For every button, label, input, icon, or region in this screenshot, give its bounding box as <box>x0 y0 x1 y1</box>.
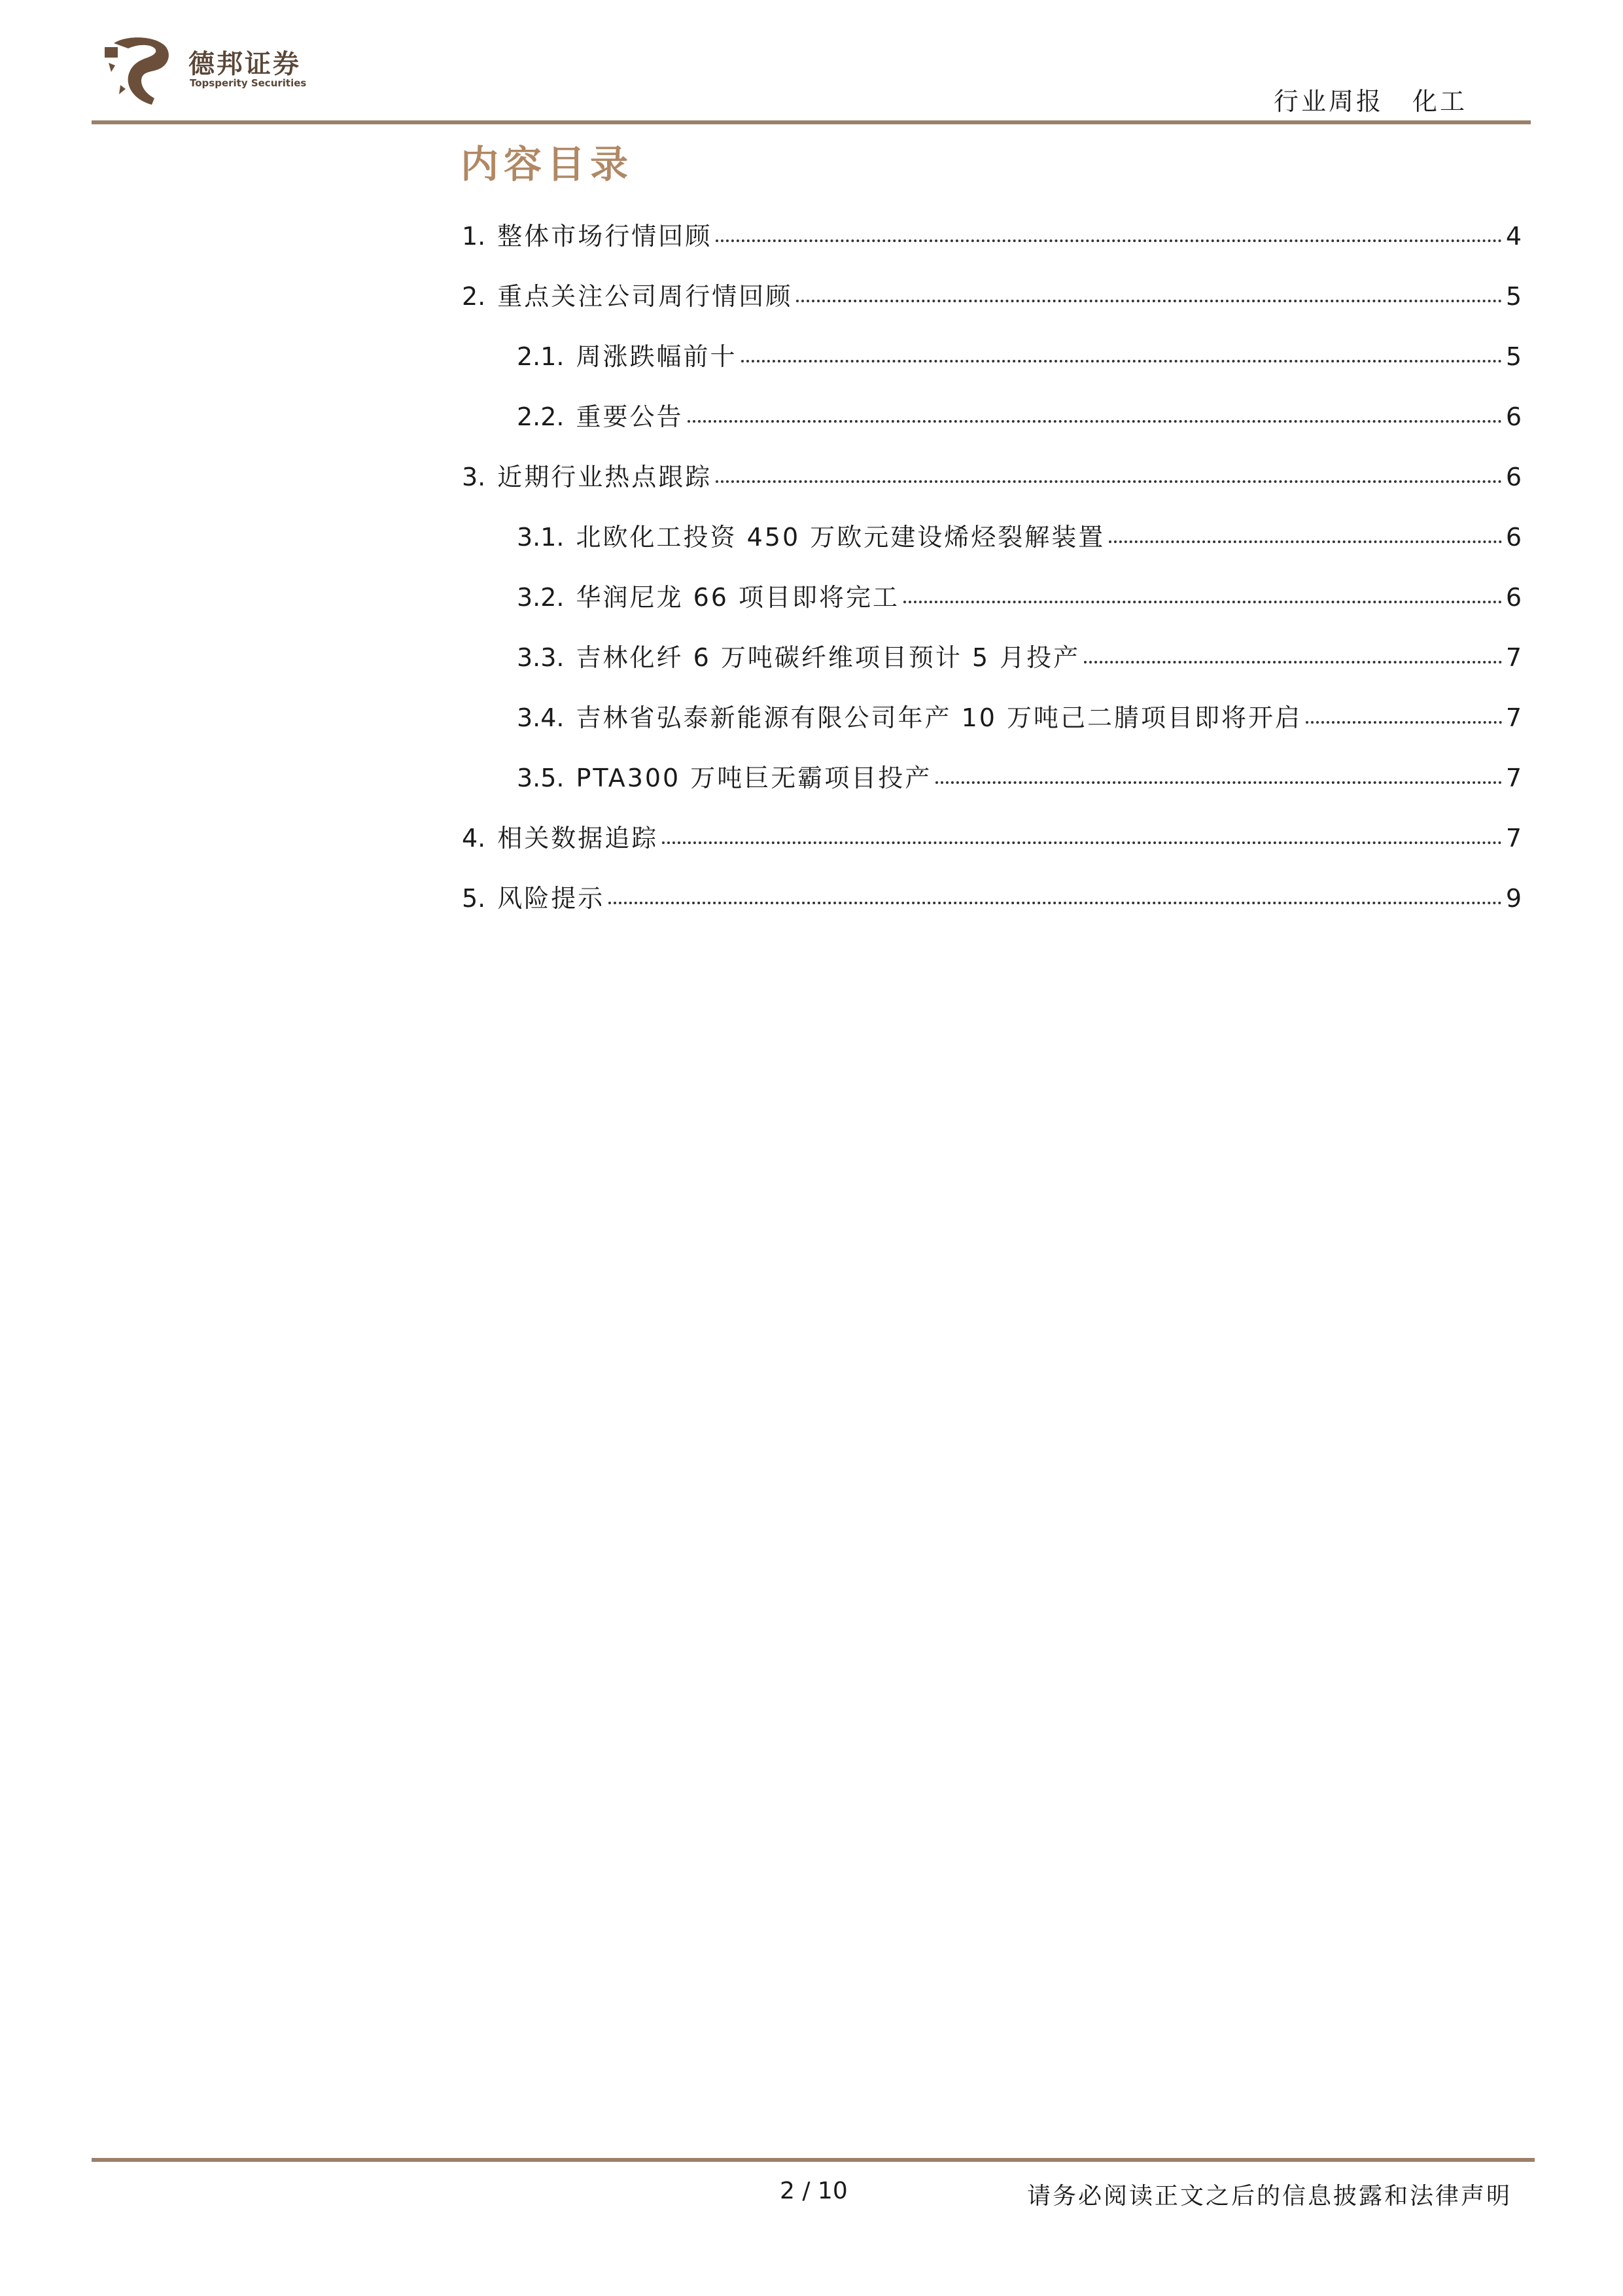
toc-entry[interactable] <box>462 818 1522 878</box>
toc-entry-number: 2.1. <box>517 342 565 371</box>
toc-entry-page: 7 <box>1505 703 1522 732</box>
toc-entry[interactable] <box>462 698 1522 758</box>
toc-entry[interactable] <box>462 577 1522 637</box>
toc-leader-dots <box>741 360 1502 362</box>
toc-leader-dots <box>903 601 1502 603</box>
toc-entry-title[interactable]: 整体市场行情回顾 <box>497 222 712 251</box>
toc-entry-title[interactable]: PTA300 万吨巨无霸项目投产 <box>576 764 932 792</box>
toc-title: 内容目录 <box>461 142 634 186</box>
toc-leader-dots <box>935 781 1502 784</box>
toc-entry[interactable] <box>462 216 1522 276</box>
logo-company-name-cn: 德邦证券 <box>188 49 301 79</box>
toc-entry[interactable] <box>462 758 1522 818</box>
toc-entry-page: 5 <box>1505 342 1522 371</box>
report-category <box>1274 81 1467 117</box>
toc-entry-number: 3.1. <box>517 523 565 552</box>
toc-entry-page: 9 <box>1505 884 1522 913</box>
toc-entry-title[interactable]: 重点关注公司周行情回顾 <box>497 282 793 311</box>
toc-entry-title[interactable]: 风险提示 <box>497 884 605 913</box>
toc-leader-dots <box>1306 721 1502 724</box>
toc-entry-page: 6 <box>1505 583 1522 612</box>
report-type-label: 行业周报 <box>1273 87 1384 116</box>
logo-mark-icon <box>92 34 177 107</box>
page-indicator: 2 / 10 <box>780 2178 848 2204</box>
toc-entry-number: 2. <box>462 282 486 311</box>
toc-entry-number: 1. <box>462 222 486 251</box>
toc-leader-dots <box>688 420 1502 423</box>
toc-entry-page: 6 <box>1505 402 1522 431</box>
toc-entry-title[interactable]: 重要公告 <box>576 402 684 431</box>
company-logo <box>92 34 314 107</box>
toc-entry-number: 3.5. <box>517 764 565 792</box>
toc-entry-number: 2.2. <box>517 402 565 431</box>
toc-entry-number: 4. <box>462 824 486 853</box>
header-divider <box>92 120 1531 124</box>
toc-list <box>462 216 1522 938</box>
toc-leader-dots <box>1109 540 1502 543</box>
toc-entry-title[interactable]: 北欧化工投资 450 万欧元建设烯烃裂解装置 <box>576 523 1106 552</box>
toc-entry-page: 5 <box>1505 282 1522 311</box>
toc-entry[interactable] <box>462 397 1522 457</box>
toc-entry-title[interactable]: 吉林化纤 6 万吨碳纤维项目预计 5 月投产 <box>576 643 1081 672</box>
toc-entry-number: 3. <box>462 463 486 491</box>
toc-entry-title[interactable]: 周涨跌幅前十 <box>576 342 737 371</box>
toc-entry-number: 3.4. <box>517 703 565 732</box>
toc-leader-dots <box>662 841 1502 844</box>
footer-divider <box>92 2158 1535 2162</box>
toc-entry-number: 5. <box>462 884 486 913</box>
sector-label: 化工 <box>1412 87 1467 116</box>
toc-leader-dots <box>716 480 1502 483</box>
toc-entry-page: 6 <box>1505 463 1522 491</box>
toc-entry[interactable] <box>462 637 1522 698</box>
toc-entry-page: 4 <box>1505 222 1522 251</box>
toc-leader-dots <box>796 300 1502 302</box>
toc-entry-number: 3.3. <box>517 643 565 672</box>
toc-entry-title[interactable]: 相关数据追踪 <box>497 824 659 853</box>
toc-entry[interactable] <box>462 457 1522 517</box>
toc-leader-dots <box>1084 661 1502 663</box>
toc-leader-dots <box>608 902 1502 904</box>
toc-leader-dots <box>716 239 1502 242</box>
legal-disclaimer: 请务必阅读正文之后的信息披露和法律声明 <box>1026 2183 1512 2210</box>
toc-entry-page: 7 <box>1505 643 1522 672</box>
toc-entry-number: 3.2. <box>517 583 565 612</box>
toc-entry[interactable] <box>462 336 1522 397</box>
toc-entry-title[interactable]: 华润尼龙 66 项目即将完工 <box>576 583 900 612</box>
toc-entry[interactable] <box>462 276 1522 336</box>
toc-entry-title[interactable]: 吉林省弘泰新能源有限公司年产 10 万吨己二腈项目即将开启 <box>576 703 1302 732</box>
toc-entry-page: 7 <box>1505 824 1522 853</box>
toc-entry[interactable] <box>462 517 1522 577</box>
toc-entry-page: 7 <box>1505 764 1522 792</box>
logo-company-name-en: Topsperity Securities <box>190 77 307 89</box>
toc-entry-page: 6 <box>1505 523 1522 552</box>
toc-entry[interactable] <box>462 878 1522 938</box>
toc-entry-title[interactable]: 近期行业热点跟踪 <box>497 463 712 491</box>
